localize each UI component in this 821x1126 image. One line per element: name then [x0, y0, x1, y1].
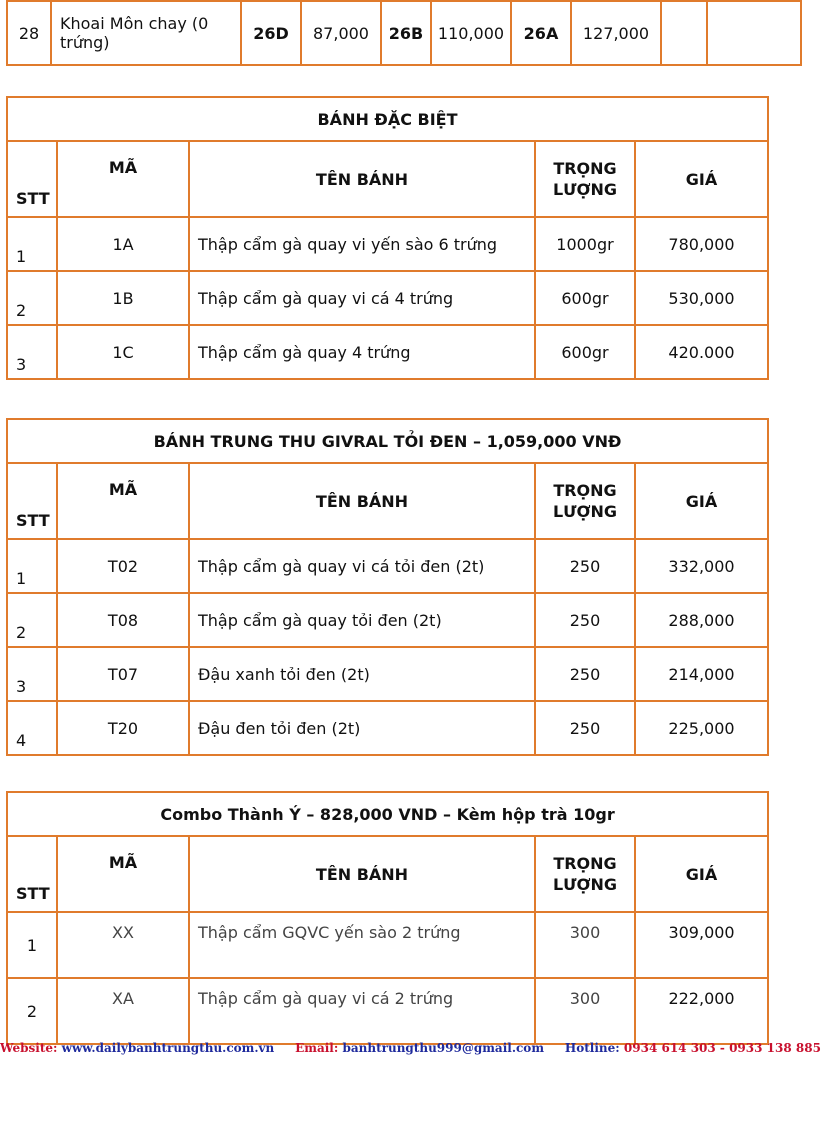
header-row	[7, 141, 768, 217]
cake-price: 309,000	[635, 912, 768, 978]
hotline-label: Hotline:	[564, 1041, 620, 1055]
email-link[interactable]: banhtrungthu999@gmail.com	[342, 1041, 545, 1055]
row-stt: 2	[7, 593, 57, 647]
cake-price: 780,000	[635, 217, 768, 271]
cake-code: 26A	[511, 1, 571, 65]
cake-name: Đậu đen tỏi đen (2t)	[189, 701, 535, 755]
cake-price: 127,000	[571, 1, 661, 65]
cake-weight: 300	[535, 978, 635, 1044]
cake-price: 222,000	[635, 978, 768, 1044]
header-cake-name: TÊN BÁNH	[189, 141, 535, 217]
cake-price: 110,000	[431, 1, 511, 65]
cake-name: Thập cẩm gà quay vi cá 4 trứng	[189, 271, 535, 325]
cake-name: Thập cẩm gà quay 4 trứng	[189, 325, 535, 379]
cake-name: Thập cẩm GQVC yến sào 2 trứng	[189, 912, 535, 978]
cake-price: 87,000	[301, 1, 381, 65]
cake-code: T02	[57, 539, 189, 593]
cake-weight: 1000gr	[535, 217, 635, 271]
special-cake-table	[6, 96, 769, 380]
row-stt: 3	[7, 647, 57, 701]
cake-weight: 250	[535, 647, 635, 701]
cake-code: 1C	[57, 325, 189, 379]
previous-price-table	[6, 0, 802, 66]
cake-price: 214,000	[635, 647, 768, 701]
header-row	[7, 836, 768, 912]
header-weight-line1: TRỌNG	[553, 854, 617, 873]
cake-code: XX	[57, 912, 189, 978]
cake-code: 1A	[57, 217, 189, 271]
section-title-row	[7, 792, 768, 836]
website-label: Website:	[0, 1041, 58, 1055]
header-weight-line2: LƯỢNG	[552, 180, 618, 199]
header-weight-line1: TRỌNG	[553, 481, 617, 500]
row-stt: 1	[7, 539, 57, 593]
cake-code: 26B	[381, 1, 431, 65]
cake-weight: 300	[535, 912, 635, 978]
black-garlic-cake-table	[6, 418, 769, 756]
cake-weight: 600gr	[535, 325, 635, 379]
cake-name: Thập cẩm gà quay vi cá 2 trứng	[189, 978, 535, 1044]
cake-price: 332,000	[635, 539, 768, 593]
cake-name: Thập cẩm gà quay tỏi đen (2t)	[189, 593, 535, 647]
header-stt: STT	[7, 463, 57, 539]
header-weight-line2: LƯỢNG	[552, 502, 618, 521]
section-title: BÁNH ĐẶC BIỆT	[7, 97, 768, 141]
header-cake-name: TÊN BÁNH	[189, 836, 535, 912]
footer-contact	[0, 1041, 821, 1055]
header-weight-line1: TRỌNG	[553, 159, 617, 178]
cake-weight: 250	[535, 593, 635, 647]
cake-name: Đậu xanh tỏi đen (2t)	[189, 647, 535, 701]
table-row	[7, 647, 768, 701]
section-title-row	[7, 97, 768, 141]
header-price: GIÁ	[635, 141, 768, 217]
cake-name: Thập cẩm gà quay vi cá tỏi đen (2t)	[189, 539, 535, 593]
header-cake-name: TÊN BÁNH	[189, 463, 535, 539]
header-stt: STT	[7, 141, 57, 217]
table-row	[7, 701, 768, 755]
hotline-number: 0934 614 303 - 0933 138 885	[623, 1041, 821, 1055]
table-row	[7, 325, 768, 379]
header-weight-line2: LƯỢNG	[552, 875, 618, 894]
table-row	[7, 539, 768, 593]
row-stt: 2	[7, 271, 57, 325]
row-stt: 1	[7, 217, 57, 271]
cake-weight: 250	[535, 539, 635, 593]
header-code: MÃ	[57, 836, 189, 912]
cake-price: 225,000	[635, 701, 768, 755]
header-stt: STT	[7, 836, 57, 912]
combo-table	[6, 791, 769, 1045]
table-row	[7, 217, 768, 271]
header-price: GIÁ	[635, 836, 768, 912]
cake-code: T20	[57, 701, 189, 755]
cake-code: T08	[57, 593, 189, 647]
website-link[interactable]: www.dailybanhtrungthu.com.vn	[61, 1041, 275, 1055]
section-title: BÁNH TRUNG THU GIVRAL TỎI ĐEN – 1,059,000 VNĐ	[7, 419, 768, 463]
header-code: MÃ	[57, 141, 189, 217]
table-row	[7, 271, 768, 325]
cake-code: T07	[57, 647, 189, 701]
cake-price: 420.000	[635, 325, 768, 379]
row-stt: 1	[7, 912, 57, 978]
cake-name: Khoai Môn chay (0 trứng)	[51, 1, 241, 65]
cake-code: 26D	[241, 1, 301, 65]
cake-weight: 600gr	[535, 271, 635, 325]
header-weight	[535, 141, 635, 217]
section-title: Combo Thành Ý – 828,000 VND – Kèm hộp trà 10gr	[7, 792, 768, 836]
header-weight	[535, 463, 635, 539]
empty-cell	[661, 1, 707, 65]
row-stt: 2	[7, 978, 57, 1044]
header-price: GIÁ	[635, 463, 768, 539]
cake-code: 1B	[57, 271, 189, 325]
table-row	[7, 1, 801, 65]
row-stt: 28	[7, 1, 51, 65]
cake-weight: 250	[535, 701, 635, 755]
section-title-row	[7, 419, 768, 463]
header-code: MÃ	[57, 463, 189, 539]
email-label: Email:	[295, 1041, 339, 1055]
cake-price: 288,000	[635, 593, 768, 647]
row-stt: 4	[7, 701, 57, 755]
cake-price: 530,000	[635, 271, 768, 325]
table-row	[7, 912, 768, 978]
empty-cell	[707, 1, 801, 65]
cake-name: Thập cẩm gà quay vi yến sào 6 trứng	[189, 217, 535, 271]
header-weight	[535, 836, 635, 912]
table-row	[7, 978, 768, 1044]
table-row	[7, 593, 768, 647]
row-stt: 3	[7, 325, 57, 379]
header-row	[7, 463, 768, 539]
cake-code: XA	[57, 978, 189, 1044]
